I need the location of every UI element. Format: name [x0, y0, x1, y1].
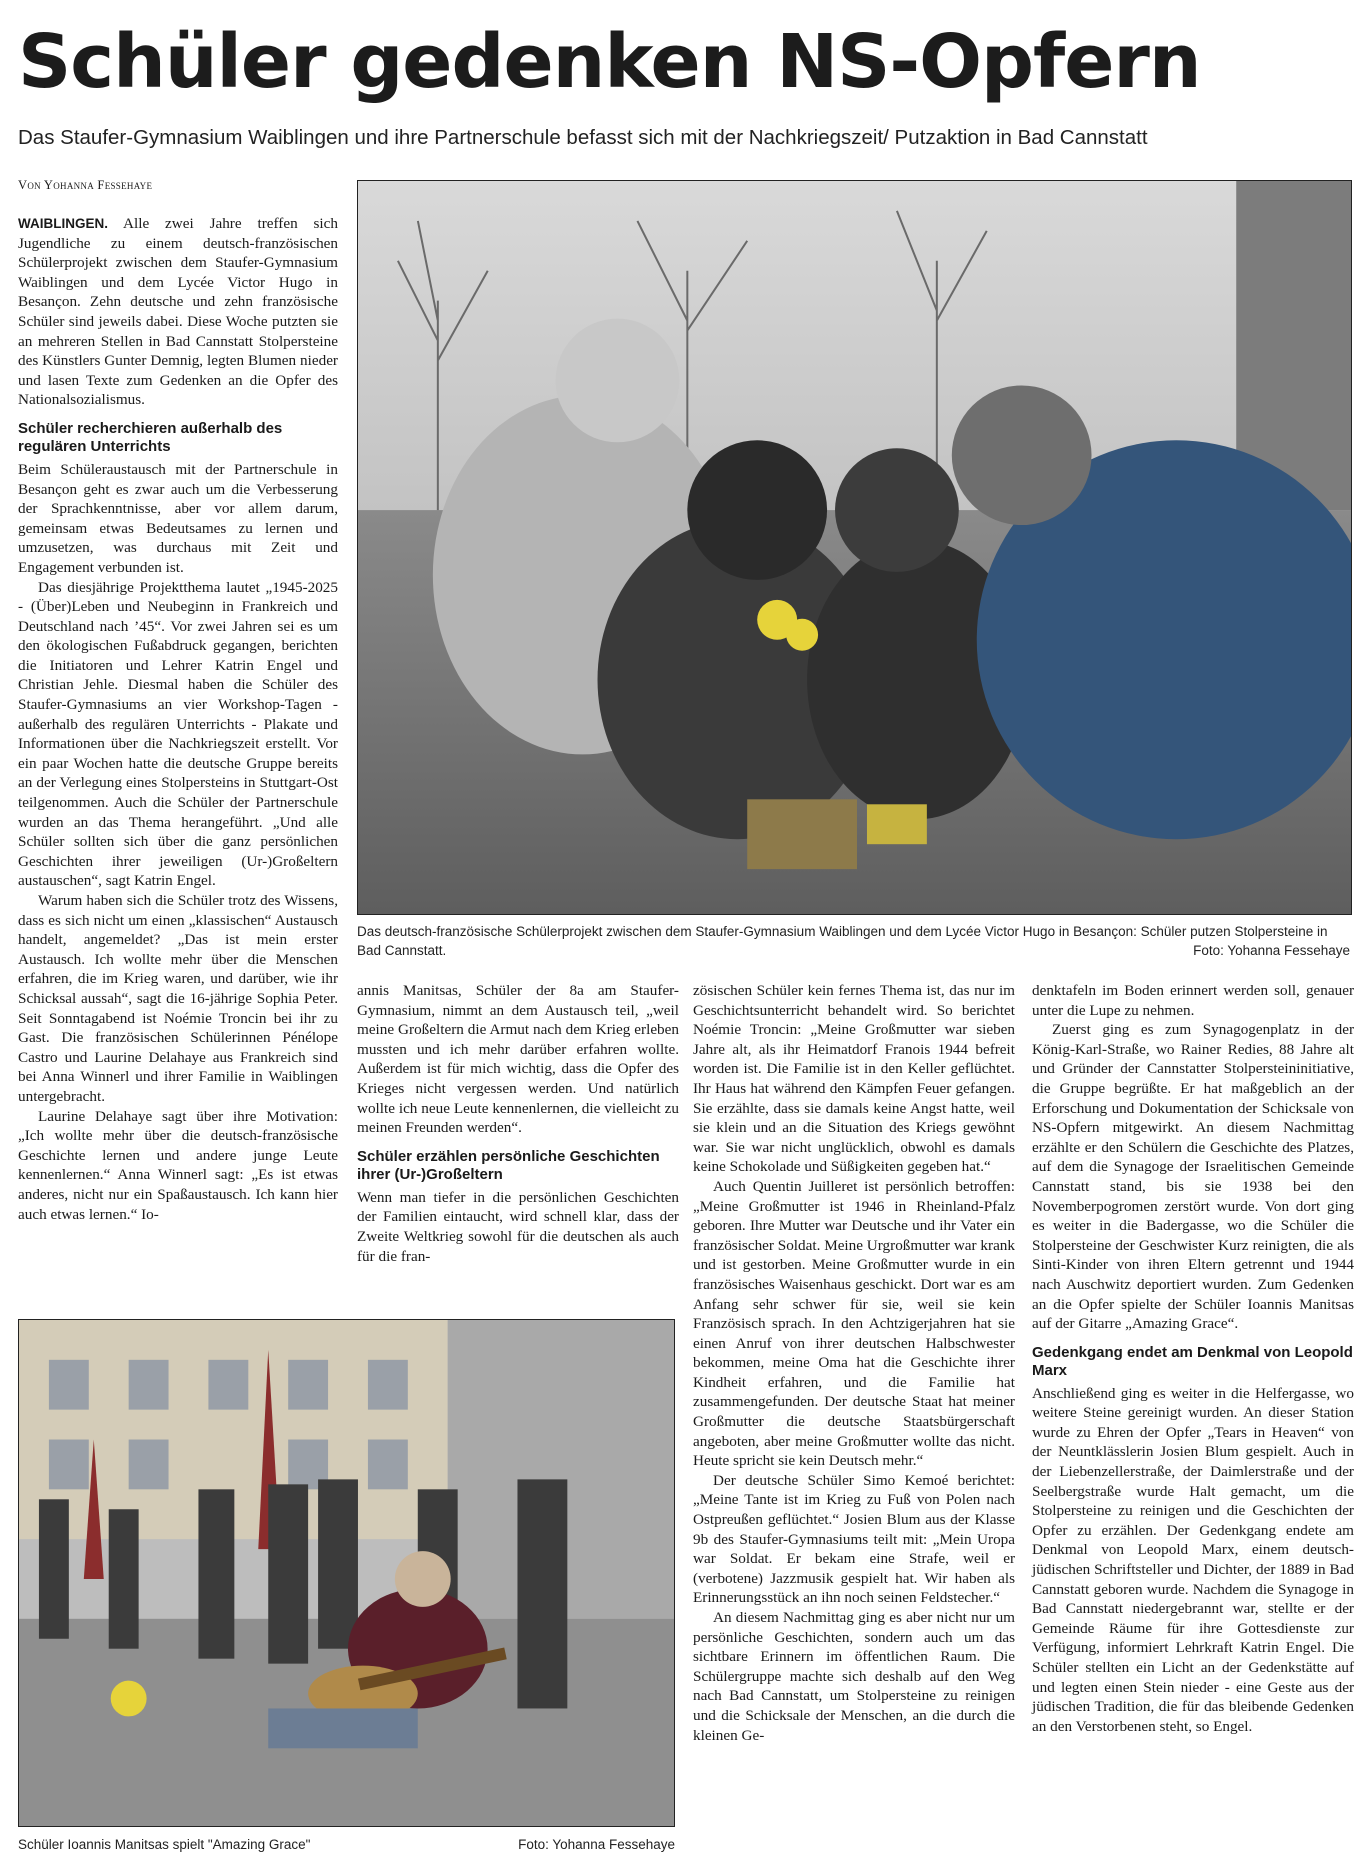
text-column-1: [18, 214, 338, 1309]
students-cleaning-stolpersteine-image: [358, 181, 1351, 914]
second-photo-credit: Foto: Yohanna Fessehaye: [518, 1837, 675, 1852]
subheading-2: Schüler erzählen persönliche Geschichten ihrer (Ur-)Großeltern: [357, 1147, 660, 1183]
paragraph: An diesem Nachmittag ging es aber nicht nur um persönliche Geschichten, sondern auch um das sichtbare Erinnern im öffentlichen Raum. Die Schülergruppe machte sich deshalb auf den Weg nach Bad Cannstatt, um Stolpersteine zu reinigen und die Schicksale der Menschen, an die durch die kleinen Ge-: [693, 1609, 1015, 1744]
paragraph: Das diesjährige Projektthema lautet „1945-2025 - (Über)Leben und Neubeginn in Frankreich und Deutschland nach ’45“. Vor zwei Jahren sei es um den ökologischen Fußabdruck gegangen, berichten die Initiatoren und Lehrer Katrin Engel und Christian Jehle. Diesmal haben die Schüler des Staufer-Gymnasiums an vier Workshop-Tagen - außerhalb des regulären Unterrichts - Plakate und Informationen über die Nachkriegszeit erstellt. Vor ein paar Wochen hatte die deutsche Gruppe bereits an der Verlegung eines Stolpersteins in Stuttgart-Ost teilgenommen. Auch die Schüler der Partnerschule wurden an das Thema herangeführt. „Und alle Schüler sollten sich über die ganz persönlichen Geschichten ihrer jeweiligen (Ur-)Großeltern austauschen“, sagt Katrin Engel.: [18, 578, 338, 890]
paragraph: annis Manitsas, Schüler der 8a am Staufer-Gymnasium, nimmt an dem Austausch teil, „weil meine Großeltern die Armut nach dem Krieg erleben mussten und ich mehr darüber erfahren wollte. Außerdem ist für mich wichtig, dass die Opfer des Krieges nicht vergessen werden. Und natürlich wollte ich neue Leute kennenlernen, die vielleicht zu meinen Freunden werden“.: [357, 982, 679, 1137]
article-subline: Das Staufer-Gymnasium Waiblingen und ihre Partnerschule befasst sich mit der Nachkriegszeit/ Putzaktion in Bad Cannstatt: [18, 126, 1148, 149]
student-playing-guitar-image: [19, 1320, 674, 1826]
paragraph: Zuerst ging es zum Synagogenplatz in der König-Karl-Straße, wo Rainer Redies, 88 Jahre alt und Gründer der Cannstatter Stolpersteininitiative, die Gruppe begrüßte. Er hat maßgeblich an der Erforschung und Dokumentation der Schicksale von NS-Opfern mitgewirkt. An diesem Nachmittag erzählte er den Schülern die Geschichte des Platzes, auf dem die Synagoge der Israelitischen Gemeinde Cannstatt stand, bis sie 1938 bei den Novemberpogromen zerstört wurde. Von dort ging es weiter in die Badergasse, wo die Schüler die Stolpersteine der Geschwister Kurz reinigten, die als Sinti-Kinder von ihren Eltern getrennt und 1944 nach Auschwitz deportiert wurden. Zum Gedenken an die Opfer spielte der Schüler Ioannis Manitsas auf der Gitarre „Amazing Grace“.: [1032, 1021, 1354, 1333]
main-photo-credit: Foto: Yohanna Fessehaye: [1193, 943, 1350, 958]
text-column-2: [357, 981, 679, 1301]
article-headline: Schüler gedenken NS-Opfern: [18, 19, 1201, 105]
subheading-1: Schüler recherchieren außerhalb des regulären Unterrichts: [18, 419, 283, 455]
second-photo: [18, 1319, 675, 1827]
paragraph: Der deutsche Schüler Simo Kemoé berichtet: „Meine Tante ist im Krieg zu Fuß von Polen nach Ostpreußen geflüchtet.“ Josien Blum aus der Klasse 9b des Staufer-Gymnasiums teilt mit: „Mein Uropa war Soldat. Er bekam eine Strafe, weil er (verbotene) Jazzmusik gespielt hat. Wir haben als Erinnerungsstück an ihn noch seinen Feldstecher.“: [693, 1471, 1015, 1607]
paragraph: Beim Schüleraustausch mit der Partnerschule in Besançon geht es zwar auch um die Verbesserung der Sprachkenntnisse, aber vor allem darum, gemeinsam etwas Bedeutsames zu lernen und umzusetzen, was durchaus mit Zeit und Engagement verbunden ist.: [18, 460, 338, 576]
text-column-4: [1032, 981, 1354, 1861]
paragraph: zösischen Schüler kein fernes Thema ist, das nur im Geschichtsunterricht behandelt wird. So berichtet Noémie Troncin: „Meine Großmutter war sieben Jahre alt, als ihr Heimatdorf Franois 1944 befreit worden ist. Die Familie ist in den Keller geflüchtet. Ihr Haus hat während den Kämpfen Feuer gefangen. Sie erzählte, dass sie damals keine Angst hatte, weil sie klein und an die Situation des Kriegs gewöhnt war. Sie war nicht unglücklich, obwohl es damals keine Schokolade und Süßigkeiten gegeben hat.“: [693, 982, 1015, 1176]
main-photo-caption: Das deutsch-französische Schülerprojekt zwischen dem Staufer-Gymnasium Waiblingen und dem Lycée Victor Hugo in Besançon: Schüler putzen Stolpersteine in Bad Cannstatt.: [357, 924, 1328, 958]
main-photo: [357, 180, 1352, 915]
paragraph: Warum haben sich die Schüler trotz des Wissens, dass es sich nicht um einen „klassischen“ Austausch handelt, angemeldet? „Das ist mein erster Austausch. Ich wollte mehr über die Menschen erfahren, die im Krieg waren, und darüber, wie ihr Schicksal aussah“, sagt die 16-jährige Sophia Peter. Seit Sonntagabend ist Noémie Troncin bei ihr zu Gast. Die französischen Schülerinnen Pénélope Castro und Laurine Delahaye aus Frankreich sind bei Anna Winnerl und ihrer Familie in Waiblingen untergebracht.: [18, 892, 338, 1105]
article-byline: Von Yohanna Fessehaye: [18, 178, 153, 192]
text-column-3: [693, 981, 1015, 1861]
subheading-3: Gedenkgang endet am Denkmal von Leopold Marx: [1032, 1343, 1353, 1379]
second-photo-caption: Schüler Ioannis Manitsas spielt "Amazing Grace": [18, 1837, 311, 1852]
lead-text: Alle zwei Jahre treffen sich Jugendliche zu einem deutsch-französischen Schülerprojekt zwischen dem Staufer-Gymnasium Waiblingen und dem Lycée Victor Hugo in Besançon. Zehn deutsche und zehn französische Schüler sind jeweils dabei. Diese Woche putzten sie an mehreren Stellen in Bad Cannstatt Stolpersteine des Künstlers Gunter Demnig, legten Blumen nieder und lasen Texte zum Gedenken an die Opfer des Nationalsozialismus.: [18, 215, 338, 409]
lead-paragraph: [18, 214, 338, 410]
paragraph: Auch Quentin Juilleret ist persönlich betroffen: „Meine Großmutter ist 1946 in Rheinland-Pfalz geboren. Ihre Mutter war Deutsche und ihr Vater ein französischer Soldat. Meine Urgroßmutter war krank und ist gestorben. Meine Großmutter wurde in ein französisches Waisenhaus geschickt. Dort war es am Anfang sehr schwer für sie, weil sie kein Französisch sprach. In den Achtzigerjahren hat sie einen Anruf von ihrer deutschen Halbschwester bekommen, meine Oma hat die Geschichte ihrer Kindheit erfahren, und die Familie hat zusammengefunden. Der deutsche Staat hat meiner Großmutter die deutsche Staatsbürgerschaft angeboten, aber meine Großmutter wollte das nicht. Heute spricht sie kein Deutsch mehr.“: [693, 1177, 1015, 1470]
paragraph: denktafeln im Boden erinnert werden soll, genauer unter die Lupe zu nehmen.: [1032, 982, 1354, 1019]
dateline: WAIBLINGEN.: [18, 216, 108, 231]
paragraph: Anschließend ging es weiter in die Helfergasse, wo weitere Steine gereinigt wurden. An dieser Station wurde zu Ehren der Opfer „Tears in Heaven“ von der Neuntklässlerin Josien Blum gespielt. Auch in der Liebenzellerstraße, der Daimlerstraße und der Seelbergstraße wurde Halt gemacht, um die Stolpersteine zu reinigen und die Geschichten der Opfer zu erzählen. Der Gedenkgang endete am Denkmal von Leopold Marx, einem deutsch-jüdischen Schriftsteller und Dichter, der 1889 in Bad Cannstatt geboren wurde. Nachdem die Synagoge in Bad Cannstatt niedergebrannt war, stellte er der Gemeinde Räume für ihre Gottesdienste zur Verfügung, informiert Lehrkraft Katrin Engel. Die Schüler stellten ein Licht an der Gedenkstätte auf und legten einen Stein nieder - eine Geste aus der jüdischen Tradition, die für das bleibende Gedenken an den Verstorbenen steht, so Engel.: [1032, 1384, 1354, 1735]
paragraph: Wenn man tiefer in die persönlichen Geschichten der Familien eintaucht, wird schnell klar, dass der Zweite Weltkrieg sowohl für die deutschen als auch für die fran-: [357, 1188, 679, 1265]
paragraph: Laurine Delahaye sagt über ihre Motivation: „Ich wollte mehr über die deutsch-französische Geschichte lernen und andere junge Leute kennenlernen.“ Anna Winnerl sagt: „Es ist etwas anderes, nicht nur ein Spaßaustausch. Ich kann hier auch etwas lernen.“ Io-: [18, 1107, 338, 1223]
